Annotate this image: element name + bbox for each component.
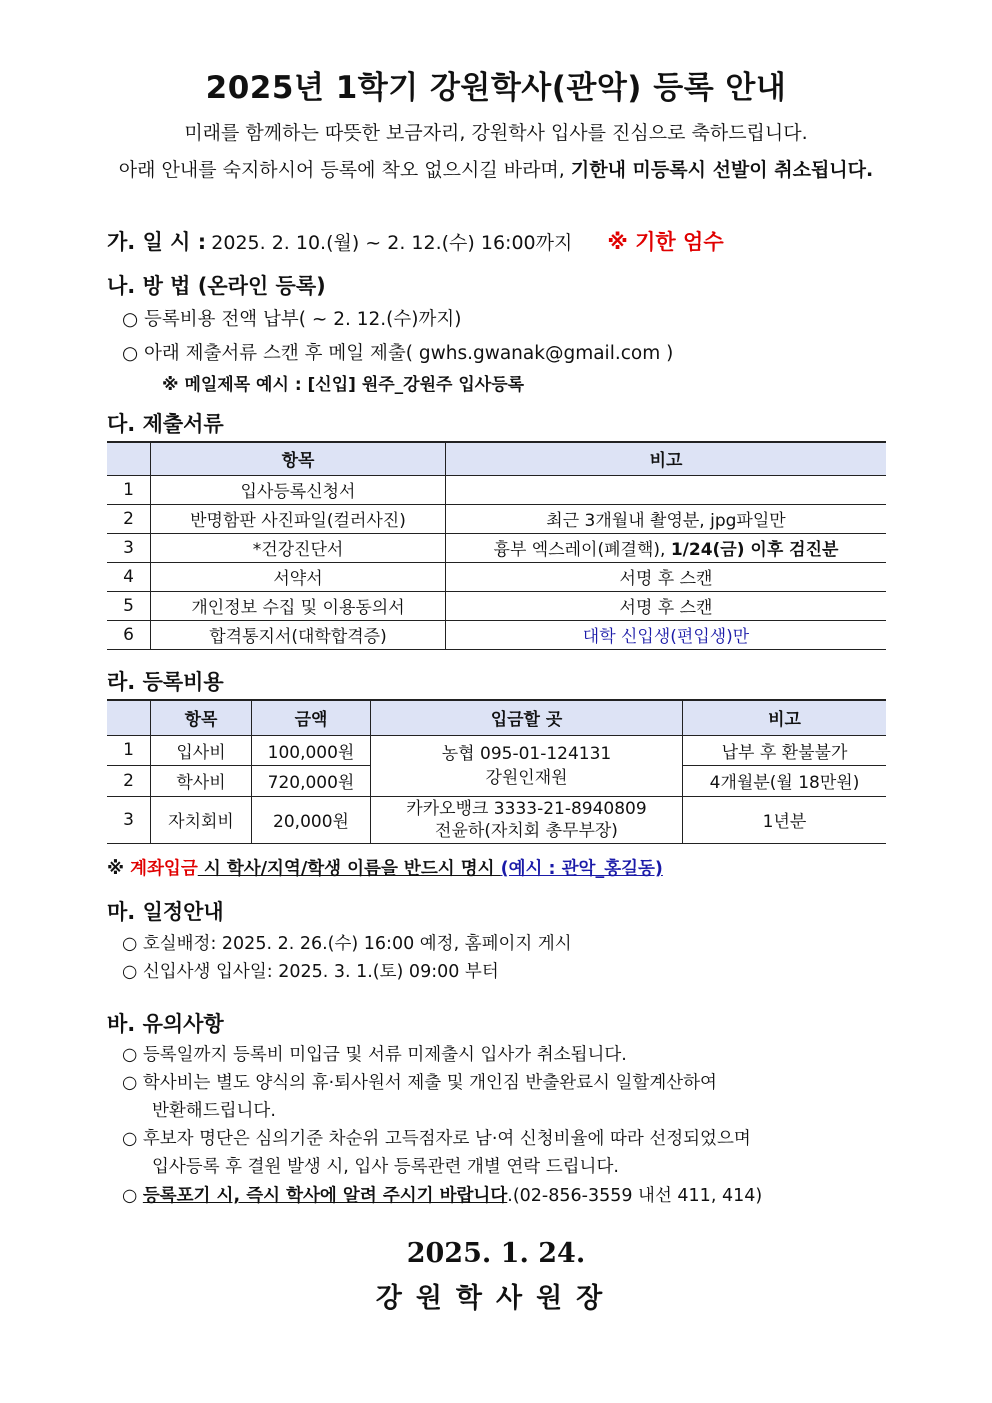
table-cell: 4개월분(월 18만원) [683, 765, 887, 796]
table-cell: 입사비 [151, 735, 252, 765]
table-cell: 20,000원 [252, 796, 371, 843]
section-ba-item-1: ○ 등록일까지 등록비 미입금 및 서류 미제출시 입사가 취소됩니다. [122, 1045, 627, 1065]
section-ga-warning: ※ 기한 엄수 [607, 230, 724, 254]
table-cell: 입사등록신청서 [151, 475, 446, 504]
documents-table [107, 441, 886, 650]
section-ba-item-3-cont: 입사등록 후 결원 발생 시, 입사 등록관련 개별 연락 드립니다. [152, 1157, 619, 1177]
account-1-line-1: 농협 095-01-124131 [441, 743, 612, 764]
section-na-note: ※ 메일제목 예시 : [신입] 원주_강원주 입사등록 [162, 375, 525, 395]
table-row [107, 504, 886, 533]
table-cell: 서명 후 스캔 [446, 591, 887, 620]
fees-table [107, 699, 886, 844]
section-na-heading: 나. 방 법 (온라인 등록) [107, 274, 326, 298]
table-cell: 2 [107, 504, 151, 533]
fees-col-amount: 금액 [252, 700, 371, 735]
table-cell: 2 [107, 765, 151, 796]
table-cell-account-2 [371, 796, 683, 843]
document-title: 2025년 1학기 강원학사(관악) 등록 안내 [205, 70, 787, 106]
deposit-notice [107, 855, 663, 880]
section-ba-item-4-prefix: ○ [122, 1186, 143, 1206]
section-ba-item-4-bold: 등록포기 시, 즉시 학사에 알려 주시기 바랍니다 [142, 1186, 508, 1206]
table-cell: 720,000원 [252, 765, 371, 796]
section-ba-item-2: ○ 학사비는 별도 양식의 휴·퇴사원서 제출 및 개인짐 반출완료시 일할계산하여 [122, 1073, 717, 1093]
section-ba-item-3: ○ 후보자 명단은 심의기준 차순위 고득점자로 남·여 신청비율에 따라 선정되었으며 [122, 1129, 751, 1149]
intro-line-1: 미래를 함께하는 따뜻한 보금자리, 강원학사 입사를 진심으로 축하드립니다. [184, 122, 808, 144]
fees-col-account: 입금할 곳 [371, 700, 683, 735]
section-ra-heading: 라. 등록비용 [107, 670, 224, 694]
intro-line-2-text: 아래 안내를 숙지하시어 등록에 착오 없으시길 바라며, [118, 159, 571, 181]
table-cell: 납부 후 환불불가 [683, 735, 887, 765]
account-1-line-2: 강원인재원 [485, 767, 568, 788]
section-ga-label: 가. 일 시 : [107, 230, 207, 254]
table-cell: 5 [107, 591, 151, 620]
section-ga-value: 2025. 2. 10.(월) ~ 2. 12.(수) 16:00까지 [211, 232, 573, 254]
table-cell: 반명함판 사진파일(컬러사진) [151, 504, 446, 533]
account-2-line-2: 전윤하(자치회 총무부장) [435, 820, 618, 841]
table-cell: 자치회비 [151, 796, 252, 843]
section-ma-item-1: ○ 호실배정: 2025. 2. 26.(수) 16:00 예정, 홈페이지 게시 [122, 934, 572, 954]
table-cell: 서명 후 스캔 [446, 562, 887, 591]
section-ba-heading: 바. 유의사항 [107, 1012, 224, 1036]
footer-signature: 강원학사원장 [375, 1283, 617, 1314]
fees-col-note: 비고 [683, 700, 887, 735]
section-da-heading: 다. 제출서류 [107, 412, 224, 436]
table-cell [446, 533, 887, 562]
table-cell: 100,000원 [252, 735, 371, 765]
deposit-notice-example: (예시 : 관악_홍길동) [500, 859, 663, 879]
table-cell: 학사비 [151, 765, 252, 796]
section-na-item-2: ○ 아래 제출서류 스캔 후 메일 제출( gwhs.gwanak@gmail.com ) [122, 343, 674, 364]
table-cell: 합격통지서(대학합격증) [151, 620, 446, 649]
table-cell: 3 [107, 796, 151, 843]
table-cell: 1 [107, 475, 151, 504]
table-cell-account-1 [371, 735, 683, 796]
table-row [107, 475, 886, 504]
section-ma-item-2: ○ 신입사생 입사일: 2025. 3. 1.(토) 09:00 부터 [122, 962, 499, 982]
intro-line-2-bold: 기한내 미등록시 선발이 취소됩니다. [570, 159, 874, 181]
deposit-notice-red: 계좌입금 [130, 859, 198, 879]
account-2-line-1: 카카오뱅크 3333-21-8940809 [406, 798, 647, 819]
footer-date: 2025. 1. 24. [406, 1238, 586, 1269]
documents-col-no [107, 442, 151, 475]
section-ba-item-4 [122, 1182, 762, 1207]
section-ma-heading: 마. 일정안내 [107, 900, 224, 924]
table-cell: 3 [107, 533, 151, 562]
deposit-notice-mid: 시 학사/지역/학생 이름을 반드시 명시 [197, 859, 501, 879]
documents-col-note: 비고 [446, 442, 887, 475]
deposit-notice-prefix: ※ [107, 859, 131, 879]
intro-line-2 [0, 155, 992, 182]
section-na-item-1: ○ 등록비용 전액 납부( ~ 2. 12.(수)까지) [122, 309, 462, 330]
table-cell: 4 [107, 562, 151, 591]
table-cell [446, 475, 887, 504]
table-cell: *건강진단서 [151, 533, 446, 562]
section-ga [107, 226, 724, 256]
table-cell: 대학 신입생(편입생)만 [446, 620, 887, 649]
table-row [107, 533, 886, 562]
table-cell: 1 [107, 735, 151, 765]
table-row [107, 562, 886, 591]
table-cell: 1년분 [683, 796, 887, 843]
table-cell-text: 흉부 엑스레이(폐결핵), [493, 540, 671, 560]
table-cell: 서약서 [151, 562, 446, 591]
table-cell: 6 [107, 620, 151, 649]
table-cell: 개인정보 수집 및 이용동의서 [151, 591, 446, 620]
table-row [107, 591, 886, 620]
section-ba-item-4-rest: .(02-856-3559 내선 411, 414) [507, 1186, 763, 1206]
table-cell: 최근 3개월내 촬영분, jpg파일만 [446, 504, 887, 533]
table-row [107, 620, 886, 649]
fees-col-no [107, 700, 151, 735]
table-row [107, 735, 886, 765]
documents-col-item: 항목 [151, 442, 446, 475]
fees-col-item: 항목 [151, 700, 252, 735]
section-ba-item-2-cont: 반환해드립니다. [152, 1101, 276, 1121]
table-row [107, 796, 886, 843]
table-cell-bold: 1/24(금) 이후 검진분 [670, 540, 839, 560]
